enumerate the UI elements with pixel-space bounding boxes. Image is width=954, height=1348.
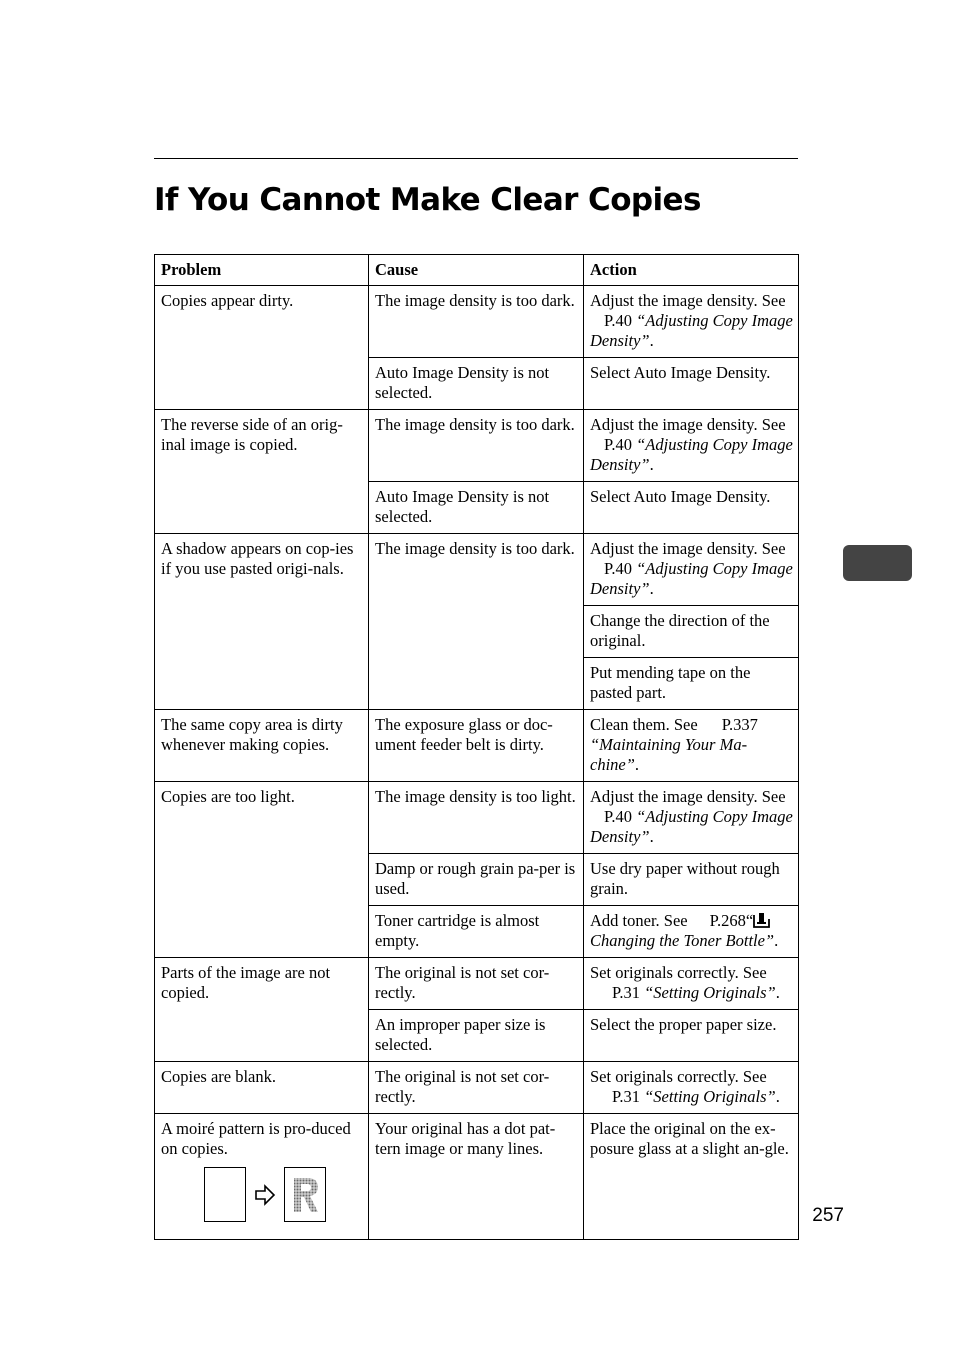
page-ref-link[interactable]: P.31 bbox=[612, 983, 640, 1002]
table-row bbox=[155, 410, 799, 482]
section-title: Changing the Toner Bottle” bbox=[590, 931, 775, 950]
action-cell: Change the direction of the original. bbox=[584, 606, 799, 658]
problem-cell: Copies are blank. bbox=[155, 1062, 369, 1114]
moire-r-sample bbox=[284, 1167, 326, 1222]
cause-cell: The image density is too dark. bbox=[369, 410, 584, 482]
action-cell: Add toner. See P.268“ Changing the Toner Bottle”. bbox=[584, 906, 799, 958]
table-row bbox=[155, 286, 799, 358]
problem-cell: The reverse side of an orig-inal image is copied. bbox=[155, 410, 369, 534]
cause-cell: The image density is too dark. bbox=[369, 534, 584, 710]
section-title: “Setting Originals” bbox=[644, 1087, 776, 1106]
table-row bbox=[155, 534, 799, 606]
section-title: “Adjusting Copy Image Density” bbox=[590, 435, 793, 474]
action-text: Add toner. See bbox=[590, 911, 688, 930]
cause-cell: An improper paper size is selected. bbox=[369, 1010, 584, 1062]
section-title: “Setting Originals” bbox=[644, 983, 776, 1002]
action-cell: Adjust the image density. SeeP.40 “Adjusting Copy Image Density”. bbox=[584, 782, 799, 854]
page-number: 257 bbox=[812, 1205, 844, 1226]
section-title: “Adjusting Copy Image Density” bbox=[590, 559, 793, 598]
cause-cell: Damp or rough grain pa-per is used. bbox=[369, 854, 584, 906]
problem-cell: A shadow appears on cop-ies if you use pasted origi-nals. bbox=[155, 534, 369, 710]
section-title: “Maintaining Your Ma-chine” bbox=[590, 735, 748, 774]
original-sample bbox=[204, 1167, 246, 1222]
action-text: Adjust the image density. See bbox=[590, 539, 786, 558]
action-cell: Select the proper paper size. bbox=[584, 1010, 799, 1062]
action-cell: Select Auto Image Density. bbox=[584, 358, 799, 410]
page-title: If You Cannot Make Clear Copies bbox=[154, 182, 701, 218]
action-text: Adjust the image density. See bbox=[590, 415, 786, 434]
chapter-tab bbox=[843, 545, 912, 581]
problem-text: A moiré pattern is pro-duced on copies. bbox=[161, 1119, 351, 1158]
arrow-right-icon bbox=[254, 1184, 276, 1206]
section-title: “Adjusting Copy Image Density” bbox=[590, 311, 793, 350]
toner-bottle-icon bbox=[753, 912, 770, 928]
cause-cell: Your original has a dot pat-tern image or many lines. bbox=[369, 1114, 584, 1240]
moire-r-icon bbox=[290, 1176, 320, 1214]
cause-cell: Auto Image Density is not selected. bbox=[369, 358, 584, 410]
page-ref-link[interactable]: P.40 bbox=[604, 559, 632, 578]
table-row bbox=[155, 1114, 799, 1240]
page-ref-link[interactable]: P.31 bbox=[612, 1087, 640, 1106]
page-ref-link[interactable]: P.268 bbox=[709, 911, 746, 930]
page-ref-link[interactable]: P.337 bbox=[721, 715, 758, 734]
action-cell: Select Auto Image Density. bbox=[584, 482, 799, 534]
problem-cell bbox=[155, 1114, 369, 1240]
header-cause: Cause bbox=[369, 255, 584, 286]
troubleshooting-table bbox=[154, 254, 799, 1240]
section-title: “Adjusting Copy Image Density” bbox=[590, 807, 793, 846]
page-ref-link[interactable]: P.40 bbox=[604, 435, 632, 454]
action-cell: Set originals correctly. See P.31 “Setting Originals”. bbox=[584, 958, 799, 1010]
table-row bbox=[155, 958, 799, 1010]
problem-cell: The same copy area is dirty whenever making copies. bbox=[155, 710, 369, 782]
table-row bbox=[155, 782, 799, 854]
cause-cell: The original is not set cor-rectly. bbox=[369, 1062, 584, 1114]
table-row bbox=[155, 1062, 799, 1114]
action-cell: Use dry paper without rough grain. bbox=[584, 854, 799, 906]
action-cell: Adjust the image density. SeeP.40 “Adjusting Copy Image Density”. bbox=[584, 286, 799, 358]
cause-cell: The image density is too dark. bbox=[369, 286, 584, 358]
action-text: Adjust the image density. See bbox=[590, 291, 786, 310]
header-problem: Problem bbox=[155, 255, 369, 286]
cause-cell: The image density is too light. bbox=[369, 782, 584, 854]
table-row bbox=[155, 710, 799, 782]
action-text: Set originals correctly. See bbox=[590, 1067, 767, 1086]
problem-cell: Copies appear dirty. bbox=[155, 286, 369, 410]
action-cell: Adjust the image density. SeeP.40 “Adjusting Copy Image Density”. bbox=[584, 534, 799, 606]
header-action: Action bbox=[584, 255, 799, 286]
cause-cell: Auto Image Density is not selected. bbox=[369, 482, 584, 534]
cause-cell: The original is not set cor-rectly. bbox=[369, 958, 584, 1010]
moire-illustration bbox=[204, 1167, 363, 1222]
action-cell: Adjust the image density. SeeP.40 “Adjusting Copy Image Density”. bbox=[584, 410, 799, 482]
table-header-row bbox=[155, 255, 799, 286]
action-text: Clean them. See bbox=[590, 715, 698, 734]
action-text: Set originals correctly. See bbox=[590, 963, 767, 982]
action-cell: Place the original on the ex-posure glass at a slight an-gle. bbox=[584, 1114, 799, 1240]
cause-cell: Toner cartridge is almost empty. bbox=[369, 906, 584, 958]
action-cell: Clean them. See P.337 “Maintaining Your Ma-chine”. bbox=[584, 710, 799, 782]
top-rule bbox=[154, 158, 798, 159]
problem-cell: Copies are too light. bbox=[155, 782, 369, 958]
action-cell: Put mending tape on the pasted part. bbox=[584, 658, 799, 710]
problem-cell: Parts of the image are not copied. bbox=[155, 958, 369, 1062]
page-ref-link[interactable]: P.40 bbox=[604, 311, 632, 330]
page-ref-link[interactable]: P.40 bbox=[604, 807, 632, 826]
cause-cell: The exposure glass or doc-ument feeder belt is dirty. bbox=[369, 710, 584, 782]
action-text: Adjust the image density. See bbox=[590, 787, 786, 806]
action-cell: Set originals correctly. See P.31 “Setting Originals”. bbox=[584, 1062, 799, 1114]
